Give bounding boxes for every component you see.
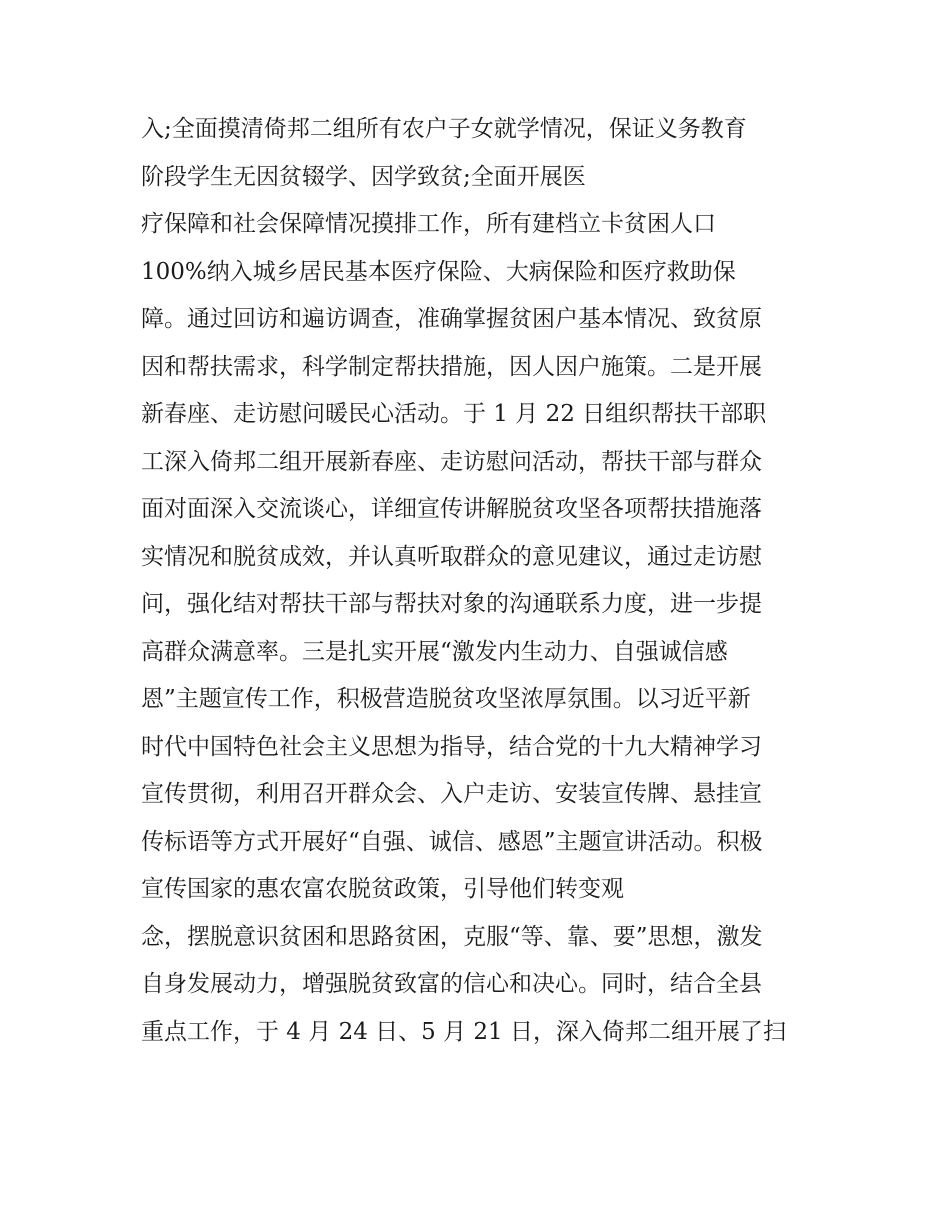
body-text — [141, 109, 821, 1059]
text-line: 恩”主题宣传工作，积极营造脱贫攻坚浓厚氛围。以习近平新 — [141, 686, 751, 712]
text-line: 重点工作，于 4 月 24 日、5 月 21 日，深入倚邦二组开展了扫 — [141, 1018, 786, 1045]
text-line: 自身发展动力，增强脱贫致富的信心和决心。同时，结合全县 — [141, 971, 762, 997]
text-line: 阶段学生无因贫辍学、因学致贫;全面开展医 — [141, 163, 586, 190]
text-line: 面对面深入交流谈心，详细宣传讲解脱贫攻坚各项帮扶措施落 — [141, 496, 762, 522]
text-line: 因和帮扶需求，科学制定帮扶措施，因人因户施策。二是开展 — [141, 353, 762, 380]
text-line: 传标语等方式开展好“自强、诚信、感恩”主题宣讲活动。积极 — [141, 828, 763, 855]
text-line: 新春座、走访慰问暖民心活动。于 1 月 22 日组织帮扶干部职 — [141, 401, 767, 427]
text-line: 实情况和脱贫成效，并认真听取群众的意见建议，通过走访慰 — [141, 543, 762, 570]
text-line: 高群众满意率。三是扎实开展“激发内生动力、自强诚信感 — [141, 638, 728, 665]
text-line: 入;全面摸清倚邦二组所有农户子女就学情况，保证义务教育 — [141, 116, 747, 142]
text-line: 宣传贯彻，利用召开群众会、入户走访、安装宣传牌、悬挂宣 — [141, 781, 762, 807]
text-line: 工深入倚邦二组开展新春座、走访慰问活动，帮扶干部与群众 — [141, 448, 762, 475]
text-line: 疗保障和社会保障情况摸排工作，所有建档立卡贫困人口 — [141, 211, 716, 237]
text-line: 100%纳入城乡居民基本医疗保险、大病保险和医疗救助保 — [141, 258, 736, 285]
text-line: 时代中国特色社会主义思想为指导，结合党的十九大精神学习 — [141, 733, 762, 760]
text-line: 宣传国家的惠农富农脱贫政策，引导他们转变观 — [141, 876, 624, 902]
text-line: 问，强化结对帮扶干部与帮扶对象的沟通联系力度，进一步提 — [141, 591, 762, 617]
text-line: 障。通过回访和遍访调查，准确掌握贫困户基本情况、致贫原 — [141, 306, 762, 332]
text-line: 念，摆脱意识贫困和思路贫困，克服“等、靠、要”思想，激发 — [141, 923, 763, 950]
